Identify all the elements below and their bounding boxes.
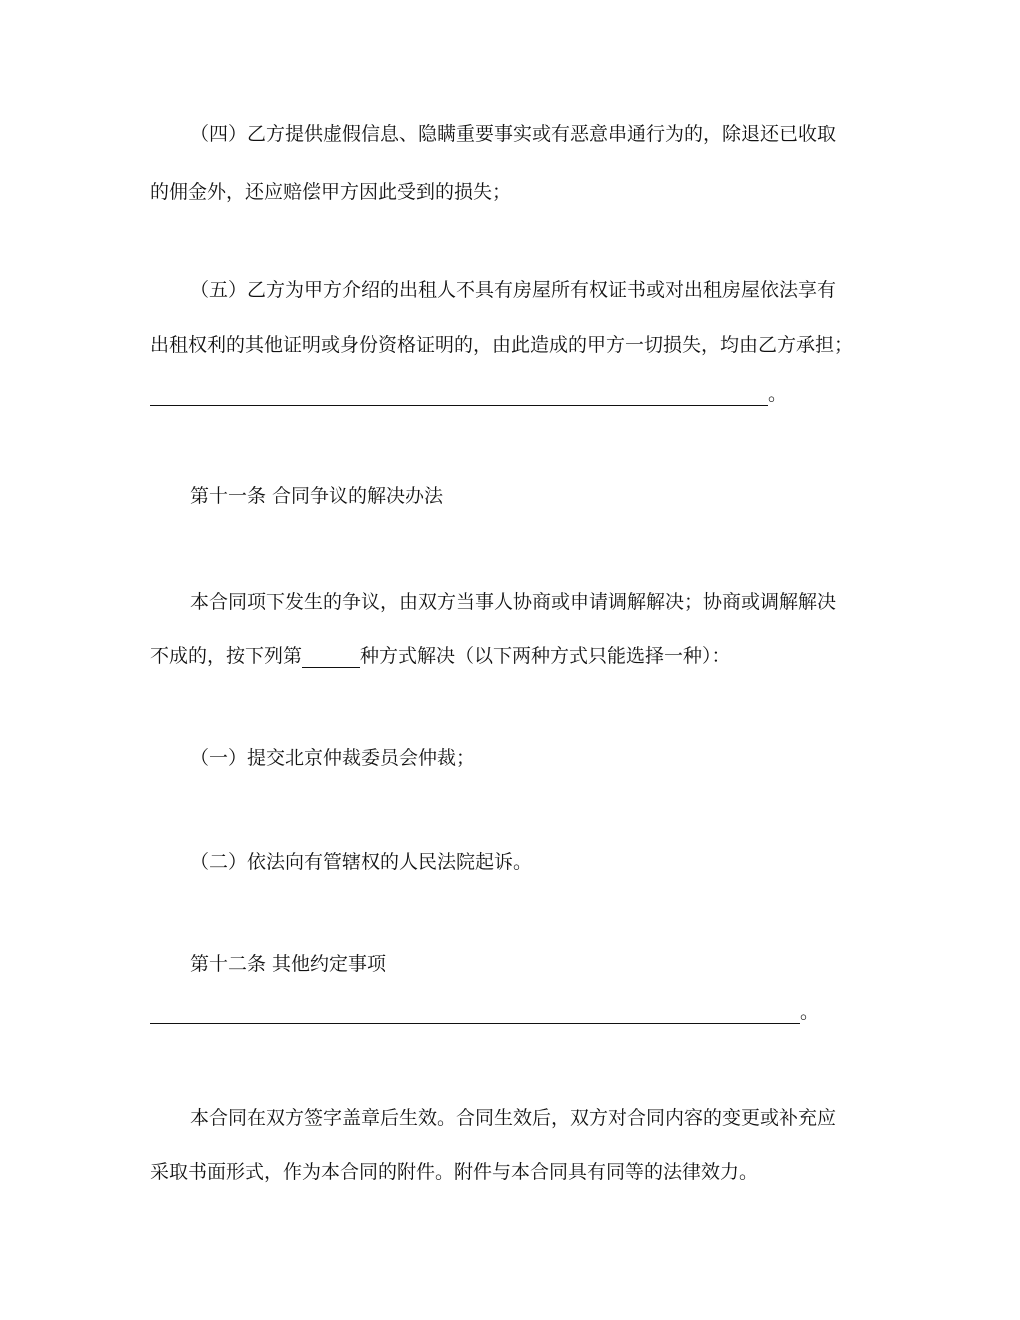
- article-12-fill-blank: [150, 1000, 819, 1024]
- clause-5-line-1: （五）乙方为甲方介绍的出租人不具有房屋所有权证书或对出租房屋依法享有: [190, 279, 837, 301]
- clause-5-line-2: 出租权利的其他证明或身份资格证明的，由此造成的甲方一切损失，均由乙方承担；: [150, 334, 854, 356]
- article-11-body-line-2-after: 种方式解决（以下两种方式只能选择一种）：: [360, 645, 731, 667]
- article-11-heading: 第十一条 合同争议的解决办法: [190, 485, 444, 507]
- method-choice-blank: [302, 648, 360, 668]
- article-11-option-2: （二）依法向有管辖权的人民法院起诉。: [190, 851, 533, 873]
- article-11-body-line-2: [150, 644, 731, 668]
- closing-line-1: 本合同在双方签字盖章后生效。合同生效后，双方对合同内容的变更或补充应: [190, 1107, 837, 1129]
- clause-5-fill-blank: [150, 382, 787, 406]
- blank-terminator: 。: [768, 383, 788, 405]
- fill-in-rule: [150, 1004, 800, 1024]
- fill-in-rule: [150, 386, 768, 406]
- clause-4-line-2: 的佣金外，还应赔偿甲方因此受到的损失；: [150, 181, 512, 203]
- article-11-body-line-2-before: 不成的，按下列第: [150, 645, 303, 667]
- article-11-option-1: （一）提交北京仲裁委员会仲裁；: [190, 747, 476, 769]
- clause-4-line-1: （四）乙方提供虚假信息、隐瞒重要事实或有恶意串通行为的，除退还已收取: [190, 123, 837, 145]
- article-11-body-line-1: 本合同项下发生的争议，由双方当事人协商或申请调解解决；协商或调解解决: [190, 591, 837, 613]
- blank-terminator: 。: [800, 1001, 820, 1023]
- article-12-heading: 第十二条 其他约定事项: [190, 953, 387, 975]
- closing-line-2: 采取书面形式，作为本合同的附件。附件与本合同具有同等的法律效力。: [150, 1161, 759, 1183]
